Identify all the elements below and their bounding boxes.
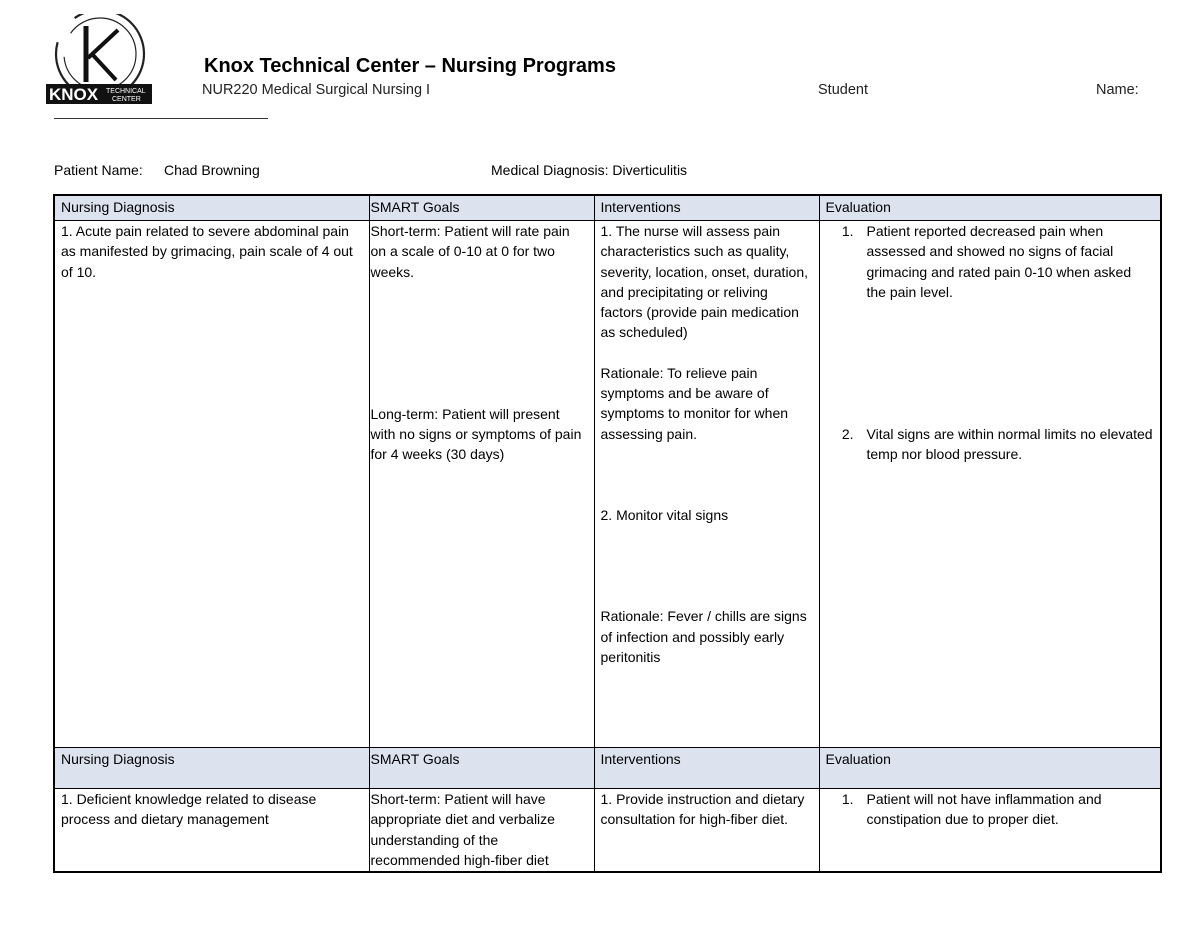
evaluation-1: Patient will not have inflammation and constipation due to proper diet. [866,791,1102,828]
knox-logo [46,14,156,106]
evaluation-item: 1. Patient reported decreased pain when assessed and showed no signs of facial grimacing and rated pain 0-10 when asked the pain level. [826,221,1155,302]
evaluation-item: 2. Vital signs are within normal limits no elevated temp nor blood pressure. [826,424,1155,465]
header-smart-goals: SMART Goals [369,748,594,789]
evaluation-cell [819,221,1161,748]
short-term-goal: Short-term: Patient will have appropriate diet and verbalize understanding of the recommended high-fiber diet [370,791,555,868]
header-evaluation: Evaluation [819,748,1161,789]
goals-cell [369,221,594,748]
intervention-1: 1. Provide instruction and dietary consultation for high-fiber diet. [600,791,805,828]
course-name: NUR220 Medical Surgical Nursing I [202,82,431,98]
table-header-row [54,195,1161,221]
header-evaluation: Evaluation [819,195,1161,221]
diagnosis-cell [54,789,369,872]
diagnosis-text: 1. Acute pain related to severe abdominal pain as manifested by grimacing, pain scale of 4 out of 10. [61,223,353,280]
interventions-cell [594,789,819,872]
header-interventions: Interventions [594,195,819,221]
table-row [54,789,1161,872]
interventions-cell [594,221,819,748]
short-term-goal: Short-term: Patient will rate pain on a scale of 0-10 at 0 for two weeks. [370,223,570,280]
name-underline [54,118,268,119]
diagnosis-cell [54,221,369,748]
evaluation-item: 1. Patient will not have inflammation and constipation due to proper diet. [826,789,1155,830]
evaluation-1: Patient reported decreased pain when assessed and showed no signs of facial grimacing and rated pain 0-10 when asked the pain level. [866,223,1132,300]
svg-text:TECHNICAL: TECHNICAL [106,88,146,95]
long-term-goal: Long-term: Patient will present with no signs or symptoms of pain for 4 weeks (30 days) [370,405,582,463]
page-title: Knox Technical Center – Nursing Programs [204,55,616,77]
rationale-1: Rationale: To relieve pain symptoms and be aware of symptoms to monitor for when assessing pain. [600,364,789,442]
evaluation-2: Vital signs are within normal limits no elevated temp nor blood pressure. [866,426,1153,463]
svg-text:CENTER: CENTER [112,96,141,103]
evaluation-cell [819,789,1161,872]
medical-diagnosis: Medical Diagnosis: Diverticulitis [491,162,688,178]
table-header-row [54,748,1161,789]
intervention-1: 1. The nurse will assess pain characteristics such as quality, severity, location, onset, duration, and precipitating or reliving factors (provide pain medication as scheduled) [600,223,809,341]
table-row [54,221,1161,748]
header-nursing-diagnosis: Nursing Diagnosis [54,748,369,789]
goals-cell [369,789,594,872]
header-interventions: Interventions [594,748,819,789]
student-label: Student [818,82,868,98]
svg-text:KNOX: KNOX [49,85,99,104]
rationale-2: Rationale: Fever / chills are signs of infection and possibly early peritonitis [600,608,807,665]
patient-name-label: Patient Name: [54,162,143,178]
intervention-2: 2. Monitor vital signs [600,506,729,523]
diagnosis-text: 1. Deficient knowledge related to disease process and dietary management [61,791,317,828]
header-smart-goals: SMART Goals [369,195,594,221]
care-plan-table [53,194,1162,873]
header-nursing-diagnosis: Nursing Diagnosis [54,195,369,221]
name-label: Name: [1096,82,1139,98]
patient-name-value: Chad Browning [164,162,260,178]
